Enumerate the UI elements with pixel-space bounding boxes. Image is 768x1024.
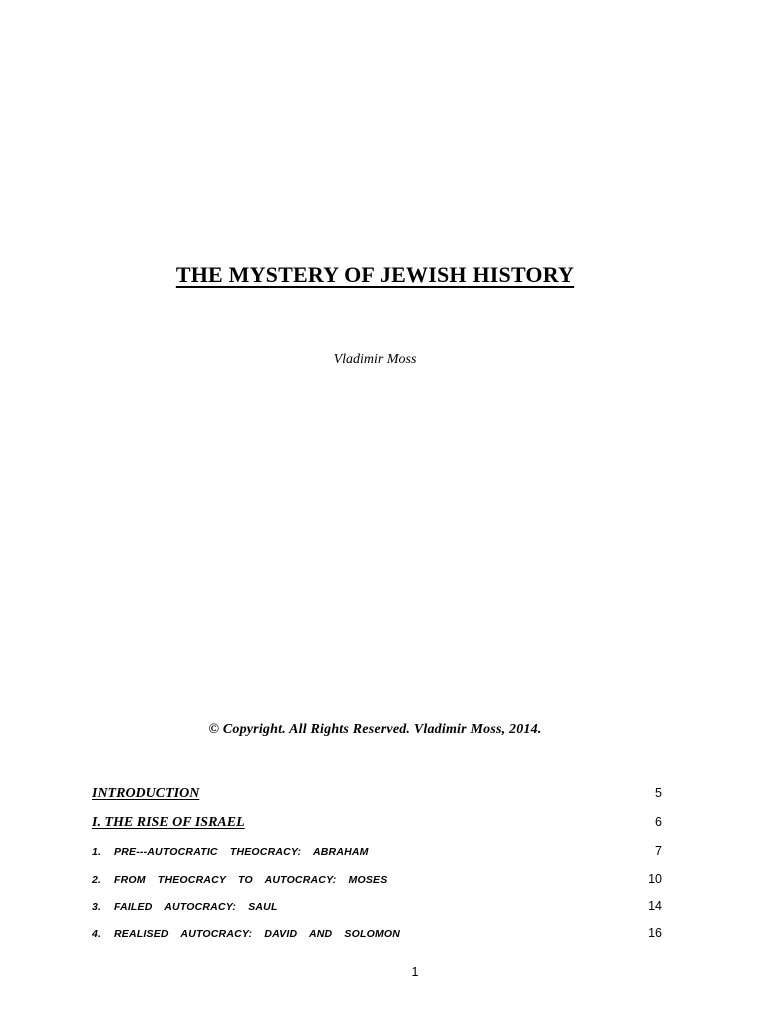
toc-entry-rise-of-israel[interactable] — [92, 815, 662, 835]
toc-entry-abraham[interactable] — [92, 844, 662, 864]
toc-entry-david-solomon[interactable] — [92, 926, 662, 946]
toc-entry-text: PRE---AUTOCRATIC THEOCRACY: ABRAHAM — [114, 846, 369, 858]
toc-entry-moses[interactable] — [92, 872, 662, 892]
toc-entry-page: 14 — [648, 899, 662, 913]
toc-entry-introduction[interactable] — [92, 786, 662, 806]
toc-entry-number: 1. — [92, 846, 102, 858]
copyright-notice: © Copyright. All Rights Reserved. Vladimir Moss, 2014. — [208, 722, 542, 737]
document-title-text: THE MYSTERY OF JEWISH HISTORY — [175, 262, 575, 287]
author-name: Vladimir Moss — [333, 352, 417, 367]
toc-entry-text: REALISED AUTOCRACY: DAVID AND SOLOMON — [114, 928, 401, 940]
toc-entry-page: 16 — [648, 926, 662, 940]
toc-entry-label — [92, 846, 369, 858]
toc-entry-label — [92, 874, 387, 886]
toc-entry-saul[interactable] — [92, 899, 662, 919]
toc-entry-page: 5 — [655, 786, 662, 800]
toc-entry-text: FAILED AUTOCRACY: SAUL — [114, 901, 278, 913]
toc-entry-label — [92, 901, 278, 913]
toc-entry-page: 7 — [655, 844, 662, 858]
toc-entry-page: 10 — [648, 872, 662, 886]
document-title — [0, 262, 750, 288]
page-number: 1 — [411, 965, 419, 979]
toc-entry-label: INTRODUCTION — [92, 786, 200, 801]
toc-entry-text: FROM THEOCRACY TO AUTOCRACY: MOSES — [114, 874, 388, 886]
toc-entry-label — [92, 928, 400, 940]
toc-entry-number: 4. — [92, 928, 102, 940]
toc-entry-page: 6 — [655, 815, 662, 829]
toc-entry-number: 3. — [92, 901, 102, 913]
toc-entry-label: I. THE RISE OF ISRAEL — [92, 815, 245, 830]
toc-entry-number: 2. — [92, 874, 102, 886]
